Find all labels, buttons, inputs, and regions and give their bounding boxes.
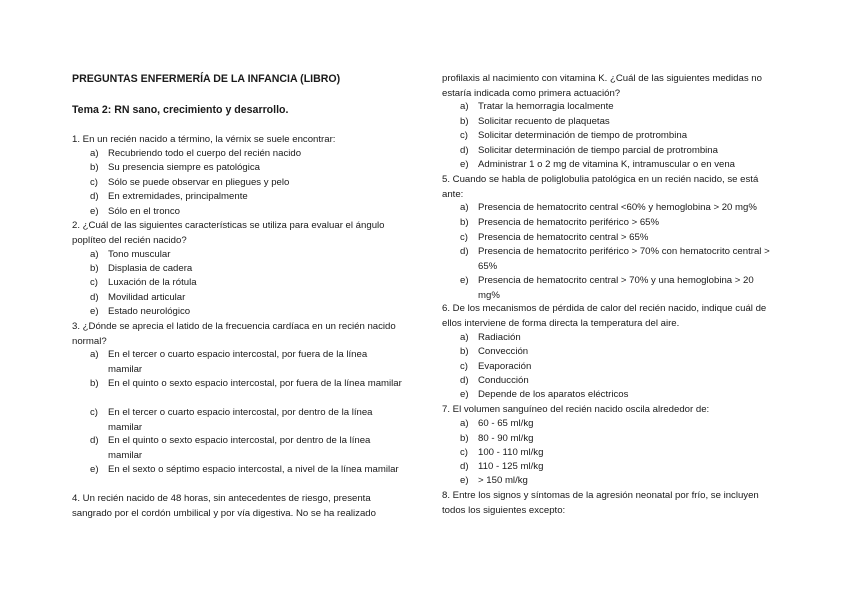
option-text: Displasia de cadera bbox=[108, 263, 193, 274]
option-letter: c) bbox=[460, 130, 468, 141]
option-letter: b) bbox=[460, 217, 469, 228]
question-3-option-b bbox=[90, 377, 402, 392]
option-letter: c) bbox=[460, 447, 468, 458]
question-2-option-d bbox=[90, 291, 402, 306]
option-letter: e) bbox=[460, 389, 469, 400]
question-5: 5. Cuando se habla de poliglobulia patológica en un recién nacido, se está ante: bbox=[442, 174, 759, 200]
option-text: Presencia de hematocrito central <60% y hemoglobina > 20 mg% bbox=[478, 202, 757, 213]
option-text: Solicitar recuento de plaquetas bbox=[478, 116, 610, 127]
option-text: Su presencia siempre es patológica bbox=[108, 162, 260, 173]
option-text: 110 - 125 ml/kg bbox=[478, 461, 544, 472]
question-4-option-b bbox=[460, 115, 778, 130]
option-letter: e) bbox=[90, 464, 99, 475]
question-7-option-e bbox=[460, 474, 778, 489]
question-7-option-c bbox=[460, 446, 778, 461]
option-letter: e) bbox=[460, 475, 469, 486]
option-letter: d) bbox=[460, 246, 469, 257]
option-letter: b) bbox=[90, 263, 99, 274]
option-letter: b) bbox=[90, 162, 99, 173]
question-1-option-e bbox=[90, 205, 402, 220]
option-text: 80 - 90 ml/kg bbox=[478, 433, 534, 444]
option-letter: c) bbox=[460, 232, 468, 243]
question-6-option-d bbox=[460, 374, 778, 389]
option-text: En extremidades, principalmente bbox=[108, 191, 248, 202]
option-text: Presencia de hematocrito central > 65% bbox=[478, 232, 649, 243]
question-1-option-b bbox=[90, 161, 402, 176]
option-text: En el tercer o cuarto espacio intercostal, por fuera de la línea mamilar bbox=[108, 349, 368, 375]
option-text: Tratar la hemorragia localmente bbox=[478, 101, 614, 112]
option-text: Administrar 1 o 2 mg de vitamina K, intramuscular o en vena bbox=[478, 159, 736, 170]
question-6-option-a bbox=[460, 331, 778, 346]
option-text: Radiación bbox=[478, 332, 521, 343]
option-letter: d) bbox=[460, 145, 469, 156]
question-1-option-d bbox=[90, 190, 402, 205]
question-6-option-c bbox=[460, 360, 778, 375]
option-text: Evaporación bbox=[478, 361, 532, 372]
option-letter: b) bbox=[460, 433, 469, 444]
option-text: Recubriendo todo el cuerpo del recién nacido bbox=[108, 148, 302, 159]
question-5-option-a bbox=[460, 201, 778, 216]
option-text: Depende de los aparatos eléctricos bbox=[478, 389, 629, 400]
option-letter: d) bbox=[90, 191, 99, 202]
option-text: Luxación de la rótula bbox=[108, 277, 197, 288]
question-4-continued: profilaxis al nacimiento con vitamina K. ¿Cuál de las siguientes medidas no estaría indicada como primera actuación? bbox=[442, 73, 762, 99]
question-7-option-a bbox=[460, 417, 778, 432]
question-1-option-c bbox=[90, 176, 402, 191]
question-2-option-c bbox=[90, 276, 402, 291]
option-letter: a) bbox=[460, 202, 469, 213]
question-7: 7. El volumen sanguíneo del recién nacido oscila alrededor de: bbox=[442, 404, 710, 415]
option-letter: a) bbox=[460, 332, 469, 343]
option-text: Presencia de hematocrito periférico > 65% bbox=[478, 217, 660, 228]
question-2-option-e bbox=[90, 305, 402, 320]
option-text: Conducción bbox=[478, 375, 529, 386]
option-text: En el tercer o cuarto espacio intercostal, por dentro de la línea mamilar bbox=[108, 407, 373, 433]
question-4-option-c bbox=[460, 129, 778, 144]
option-letter: d) bbox=[460, 375, 469, 386]
option-letter: a) bbox=[90, 249, 99, 260]
option-text: Movilidad articular bbox=[108, 292, 186, 303]
question-1: 1. En un recién nacido a término, la vérnix se suele encontrar: bbox=[72, 134, 336, 145]
option-text: Sólo se puede observar en pliegues y pelo bbox=[108, 177, 290, 188]
option-letter: e) bbox=[90, 306, 99, 317]
question-8: 8. Entre los signos y síntomas de la agresión neonatal por frío, se incluyen todos los siguientes excepto: bbox=[442, 490, 759, 516]
option-letter: a) bbox=[90, 349, 99, 360]
question-2-option-a bbox=[90, 248, 402, 263]
option-text: Estado neurológico bbox=[108, 306, 191, 317]
question-3: 3. ¿Dónde se aprecia el latido de la frecuencia cardíaca en un recién nacido normal? bbox=[72, 321, 396, 347]
question-2: 2. ¿Cuál de las siguientes características se utiliza para evaluar el ángulo poplíteo del recién nacido? bbox=[72, 220, 385, 246]
option-text: Solicitar determinación de tiempo de protrombina bbox=[478, 130, 688, 141]
question-4-option-a bbox=[460, 100, 778, 115]
option-letter: e) bbox=[90, 206, 99, 217]
option-letter: d) bbox=[460, 461, 469, 472]
option-letter: b) bbox=[460, 346, 469, 357]
option-letter: c) bbox=[460, 361, 468, 372]
option-letter: a) bbox=[90, 148, 99, 159]
question-7-option-b bbox=[460, 432, 778, 447]
question-5-option-c bbox=[460, 231, 778, 246]
option-text: 60 - 65 ml/kg bbox=[478, 418, 534, 429]
option-letter: b) bbox=[90, 378, 99, 389]
option-text: Presencia de hematocrito central > 70% y una hemoglobina > 20 mg% bbox=[478, 275, 754, 301]
question-5-option-b bbox=[460, 216, 778, 231]
option-letter: e) bbox=[460, 275, 469, 286]
question-5-option-e bbox=[460, 274, 778, 303]
option-text: En el quinto o sexto espacio intercostal, por fuera de la línea mamilar bbox=[108, 378, 402, 389]
option-letter: d) bbox=[90, 435, 99, 446]
option-text: En el quinto o sexto espacio intercostal, por dentro de la línea mamilar bbox=[108, 435, 371, 461]
option-text: > 150 ml/kg bbox=[478, 475, 528, 486]
option-letter: c) bbox=[90, 277, 98, 288]
option-text: Solicitar determinación de tiempo parcial de protrombina bbox=[478, 145, 718, 156]
option-letter: a) bbox=[460, 418, 469, 429]
question-3-option-a bbox=[90, 348, 402, 377]
question-6-option-b bbox=[460, 345, 778, 360]
option-text: Tono muscular bbox=[108, 249, 171, 260]
question-3-option-c bbox=[90, 406, 402, 435]
question-5-option-d bbox=[460, 245, 778, 274]
question-3-option-e bbox=[90, 463, 402, 478]
question-3-option-d bbox=[90, 434, 402, 463]
question-4: 4. Un recién nacido de 48 horas, sin antecedentes de riesgo, presenta sangrado por el cordón umbilical y por vía digestiva. No se ha realizado bbox=[72, 493, 376, 519]
option-text: 100 - 110 ml/kg bbox=[478, 447, 544, 458]
option-letter: a) bbox=[460, 101, 469, 112]
question-2-option-b bbox=[90, 262, 402, 277]
option-letter: d) bbox=[90, 292, 99, 303]
question-6-option-e bbox=[460, 388, 778, 403]
question-7-option-d bbox=[460, 460, 778, 475]
question-6: 6. De los mecanismos de pérdida de calor del recién nacido, indique cuál de ellos interviene de forma directa la temperatura del aire. bbox=[442, 303, 767, 329]
option-letter: c) bbox=[90, 177, 98, 188]
option-letter: e) bbox=[460, 159, 469, 170]
option-letter: b) bbox=[460, 116, 469, 127]
option-letter: c) bbox=[90, 407, 98, 418]
option-text: Convección bbox=[478, 346, 529, 357]
option-text: Sólo en el tronco bbox=[108, 206, 180, 217]
question-4-option-e bbox=[460, 158, 778, 173]
question-1-option-a bbox=[90, 147, 402, 162]
option-text: En el sexto o séptimo espacio intercostal, a nivel de la línea mamilar bbox=[108, 464, 399, 475]
document-title: PREGUNTAS ENFERMERÍA DE LA INFANCIA (LIBRO) bbox=[72, 73, 341, 85]
topic-heading: Tema 2: RN sano, crecimiento y desarrollo. bbox=[72, 104, 289, 116]
question-4-option-d bbox=[460, 144, 778, 159]
option-text: Presencia de hematocrito periférico > 70% con hematocrito central > 65% bbox=[478, 246, 770, 272]
